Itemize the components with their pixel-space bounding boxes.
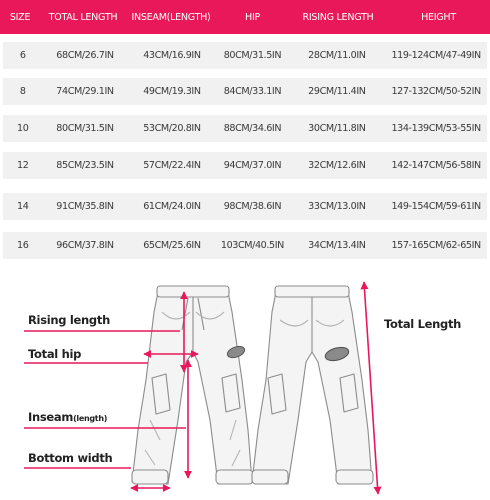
cell-size: 6 xyxy=(19,50,26,61)
header-hip: HIP xyxy=(245,11,260,23)
cell-size: 10 xyxy=(17,123,29,134)
header-height: HEIGHT xyxy=(421,11,456,23)
label-total-hip: Total hip xyxy=(28,347,82,361)
cell-inseam: 57CM/22.4IN xyxy=(143,160,201,171)
cell-inseam: 53CM/20.8IN xyxy=(143,123,201,134)
cell-size: 14 xyxy=(17,201,29,212)
cell-height: 134-139CM/53-55IN xyxy=(391,123,481,134)
label-inseam xyxy=(28,410,107,424)
cell-height: 157-165CM/62-65IN xyxy=(391,240,481,251)
label-inseam-suffix: (length) xyxy=(73,414,108,423)
cell-size: 12 xyxy=(17,160,29,171)
cell-total-length: 91CM/35.8IN xyxy=(56,201,114,212)
cell-inseam: 61CM/24.0IN xyxy=(143,201,201,212)
header-size: SIZE xyxy=(9,11,31,23)
cell-rising-length: 34CM/13.4IN xyxy=(308,240,366,251)
cell-size: 16 xyxy=(17,240,29,251)
cell-hip: 84CM/33.1IN xyxy=(223,86,282,97)
back-pants-illustration xyxy=(252,286,373,484)
cell-hip: 98CM/38.6IN xyxy=(223,201,282,212)
cell-rising-length: 32CM/12.6IN xyxy=(308,160,366,171)
cell-hip: 103CM/40.5IN xyxy=(220,240,284,251)
cell-size: 8 xyxy=(19,86,26,97)
cell-hip: 88CM/34.6IN xyxy=(223,123,282,134)
cell-height: 149-154CM/59-61IN xyxy=(391,201,481,212)
cell-hip: 94CM/37.0IN xyxy=(223,160,282,171)
header-total-length: TOTAL LENGTH xyxy=(48,11,118,23)
cell-rising-length: 30CM/11.8IN xyxy=(308,123,366,134)
cell-rising-length: 28CM/11.0IN xyxy=(308,50,366,61)
front-pants-illustration xyxy=(132,286,253,484)
label-inseam-main: Inseam xyxy=(28,410,74,424)
cell-inseam: 49CM/19.3IN xyxy=(143,86,201,97)
cell-total-length: 68CM/26.7IN xyxy=(56,50,114,61)
cell-rising-length: 29CM/11.4IN xyxy=(308,86,366,97)
cell-inseam: 43CM/16.9IN xyxy=(143,50,201,61)
cell-height: 127-132CM/50-52IN xyxy=(391,86,481,97)
cell-total-length: 85CM/23.5IN xyxy=(56,160,114,171)
cell-inseam: 65CM/25.6IN xyxy=(143,240,201,251)
cell-height: 119-124CM/47-49IN xyxy=(391,50,481,61)
cell-height: 142-147CM/56-58IN xyxy=(391,160,481,171)
cell-total-length: 80CM/31.5IN xyxy=(56,123,114,134)
cell-total-length: 96CM/37.8IN xyxy=(56,240,114,251)
label-rising-length: Rising length xyxy=(28,313,110,327)
cell-total-length: 74CM/29.1IN xyxy=(56,86,114,97)
header-rising-length: RISING LENGTH xyxy=(302,11,374,23)
cell-rising-length: 33CM/13.0IN xyxy=(308,201,366,212)
header-inseam: INSEAM(LENGTH) xyxy=(131,11,211,23)
cell-hip: 80CM/31.5IN xyxy=(223,50,282,61)
label-total-length: Total Length xyxy=(384,317,462,331)
label-bottom-width: Bottom width xyxy=(28,451,113,465)
